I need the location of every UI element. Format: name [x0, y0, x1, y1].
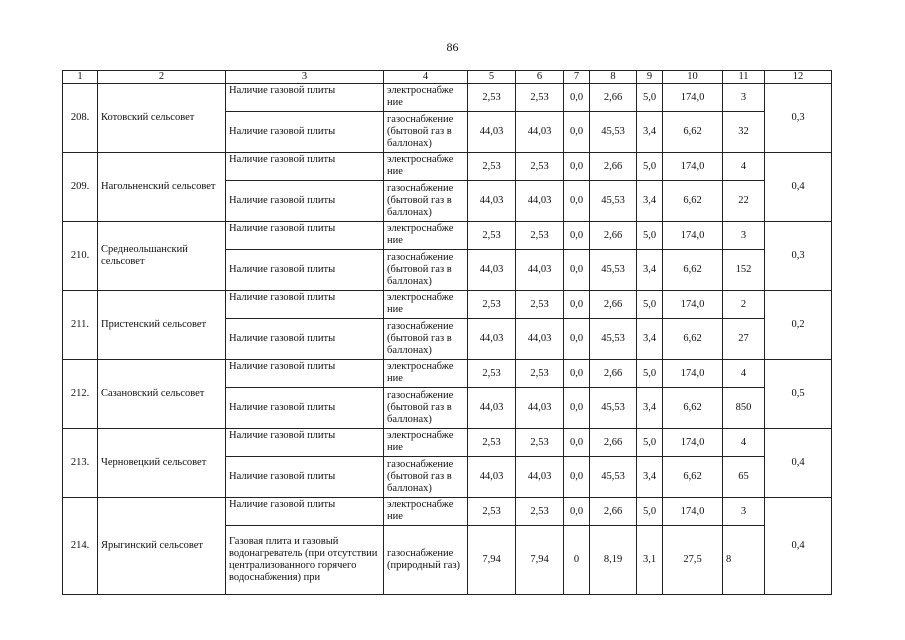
header-cell: 11	[723, 71, 765, 84]
value-cell-v8: 45,53	[590, 319, 637, 360]
value-cell-v7: 0,0	[564, 153, 590, 181]
table-row	[63, 222, 832, 250]
value-cell-v6: 44,03	[516, 181, 564, 222]
settlement-number: 214.	[63, 498, 98, 595]
header-cell: 10	[663, 71, 723, 84]
value-cell-v10: 6,62	[663, 112, 723, 153]
coefficient-cell: 0,2	[765, 291, 832, 360]
value-cell-v10: 6,62	[663, 388, 723, 429]
value-cell-v8: 45,53	[590, 112, 637, 153]
value-cell-v11: 3	[723, 222, 765, 250]
settlement-name: Среднеольшанский сельсовет	[98, 222, 226, 291]
value-cell-v8: 2,66	[590, 429, 637, 457]
value-cell-v10: 174,0	[663, 360, 723, 388]
usage-purpose: Наличие газовой плиты	[226, 250, 384, 291]
value-cell-v9: 5,0	[637, 153, 663, 181]
settlement-name: Котовский сельсовет	[98, 84, 226, 153]
usage-purpose: Наличие газовой плиты	[226, 112, 384, 153]
value-cell-v6: 44,03	[516, 112, 564, 153]
value-cell-v6: 44,03	[516, 250, 564, 291]
value-cell-v9: 3,1	[637, 526, 663, 595]
value-cell-v11: 152	[723, 250, 765, 291]
value-cell-v11: 65	[723, 457, 765, 498]
coefficient-cell: 0,4	[765, 429, 832, 498]
usage-purpose: Наличие газовой плиты	[226, 181, 384, 222]
usage-purpose: Наличие газовой плиты	[226, 291, 384, 319]
value-cell-v7: 0,0	[564, 84, 590, 112]
value-cell-v7: 0,0	[564, 181, 590, 222]
table-row	[63, 360, 832, 388]
value-cell-v9: 3,4	[637, 457, 663, 498]
table-row	[63, 498, 832, 526]
header-row	[63, 71, 832, 84]
header-cell: 7	[564, 71, 590, 84]
value-cell-v6: 44,03	[516, 319, 564, 360]
value-cell-v10: 174,0	[663, 153, 723, 181]
table-row	[63, 429, 832, 457]
value-cell-v11: 3	[723, 84, 765, 112]
usage-purpose: Наличие газовой плиты	[226, 388, 384, 429]
value-cell-v5: 44,03	[468, 457, 516, 498]
value-cell-v5: 2,53	[468, 360, 516, 388]
resource-type: газоснабжение (бытовой газ в баллонах)	[384, 319, 468, 360]
value-cell-v6: 2,53	[516, 291, 564, 319]
value-cell-v11: 3	[723, 498, 765, 526]
value-cell-v8: 45,53	[590, 388, 637, 429]
value-cell-v5: 44,03	[468, 319, 516, 360]
value-cell-v11: 2	[723, 291, 765, 319]
resource-type: газоснабжение (бытовой газ в баллонах)	[384, 112, 468, 153]
value-cell-v8: 2,66	[590, 84, 637, 112]
header-cell: 9	[637, 71, 663, 84]
value-cell-v6: 2,53	[516, 360, 564, 388]
coefficient-cell: 0,3	[765, 84, 832, 153]
header-cell: 5	[468, 71, 516, 84]
settlement-number: 213.	[63, 429, 98, 498]
value-cell-v7: 0,0	[564, 250, 590, 291]
value-cell-v10: 174,0	[663, 84, 723, 112]
resource-type: электроснабже ние	[384, 84, 468, 112]
value-cell-v9: 5,0	[637, 291, 663, 319]
settlement-name: Пристенский сельсовет	[98, 291, 226, 360]
usage-purpose: Наличие газовой плиты	[226, 429, 384, 457]
value-cell-v9: 5,0	[637, 429, 663, 457]
value-cell-v6: 2,53	[516, 498, 564, 526]
value-cell-v5: 2,53	[468, 498, 516, 526]
value-cell-v8: 8,19	[590, 526, 637, 595]
value-cell-v5: 44,03	[468, 112, 516, 153]
value-cell-v9: 3,4	[637, 181, 663, 222]
value-cell-v10: 6,62	[663, 457, 723, 498]
usage-purpose: Наличие газовой плиты	[226, 360, 384, 388]
value-cell-v7: 0,0	[564, 291, 590, 319]
resource-type: электроснабже ние	[384, 498, 468, 526]
value-cell-v11: 8	[723, 526, 765, 595]
value-cell-v6: 44,03	[516, 457, 564, 498]
value-cell-v11: 32	[723, 112, 765, 153]
resource-type: газоснабжение (природный газ)	[384, 526, 468, 595]
settlement-number: 212.	[63, 360, 98, 429]
value-cell-v8: 2,66	[590, 153, 637, 181]
settlement-number: 210.	[63, 222, 98, 291]
value-cell-v11: 4	[723, 429, 765, 457]
value-cell-v10: 6,62	[663, 250, 723, 291]
value-cell-v9: 5,0	[637, 84, 663, 112]
settlement-name: Ярыгинский сельсовет	[98, 498, 226, 595]
value-cell-v10: 6,62	[663, 319, 723, 360]
value-cell-v10: 174,0	[663, 222, 723, 250]
coefficient-cell: 0,5	[765, 360, 832, 429]
value-cell-v5: 2,53	[468, 222, 516, 250]
value-cell-v7: 0	[564, 526, 590, 595]
value-cell-v6: 2,53	[516, 429, 564, 457]
value-cell-v6: 2,53	[516, 84, 564, 112]
coefficient-cell: 0,4	[765, 153, 832, 222]
value-cell-v8: 2,66	[590, 498, 637, 526]
value-cell-v6: 2,53	[516, 222, 564, 250]
usage-purpose: Наличие газовой плиты	[226, 457, 384, 498]
coefficient-cell: 0,3	[765, 222, 832, 291]
value-cell-v7: 0,0	[564, 222, 590, 250]
value-cell-v10: 27,5	[663, 526, 723, 595]
settlement-name: Черновецкий сельсовет	[98, 429, 226, 498]
header-cell: 4	[384, 71, 468, 84]
value-cell-v11: 27	[723, 319, 765, 360]
value-cell-v7: 0,0	[564, 319, 590, 360]
value-cell-v7: 0,0	[564, 429, 590, 457]
value-cell-v8: 45,53	[590, 457, 637, 498]
value-cell-v5: 2,53	[468, 429, 516, 457]
header-cell: 2	[98, 71, 226, 84]
resource-type: электроснабже ние	[384, 429, 468, 457]
table-row	[63, 84, 832, 112]
header-cell: 3	[226, 71, 384, 84]
value-cell-v7: 0,0	[564, 360, 590, 388]
coefficient-cell: 0,4	[765, 498, 832, 595]
tariff-table	[62, 70, 832, 595]
value-cell-v9: 3,4	[637, 250, 663, 291]
usage-purpose: Наличие газовой плиты	[226, 319, 384, 360]
value-cell-v7: 0,0	[564, 457, 590, 498]
resource-type: газоснабжение (бытовой газ в баллонах)	[384, 250, 468, 291]
resource-type: газоснабжение (бытовой газ в баллонах)	[384, 181, 468, 222]
value-cell-v6: 44,03	[516, 388, 564, 429]
value-cell-v7: 0,0	[564, 388, 590, 429]
value-cell-v7: 0,0	[564, 112, 590, 153]
value-cell-v5: 2,53	[468, 84, 516, 112]
value-cell-v5: 2,53	[468, 291, 516, 319]
value-cell-v11: 4	[723, 153, 765, 181]
value-cell-v9: 3,4	[637, 112, 663, 153]
resource-type: электроснабже ние	[384, 153, 468, 181]
value-cell-v7: 0,0	[564, 498, 590, 526]
resource-type: электроснабже ние	[384, 360, 468, 388]
settlement-number: 211.	[63, 291, 98, 360]
value-cell-v11: 850	[723, 388, 765, 429]
table-row	[63, 153, 832, 181]
value-cell-v8: 45,53	[590, 181, 637, 222]
value-cell-v11: 22	[723, 181, 765, 222]
value-cell-v8: 2,66	[590, 360, 637, 388]
header-cell: 12	[765, 71, 832, 84]
value-cell-v8: 45,53	[590, 250, 637, 291]
usage-purpose: Наличие газовой плиты	[226, 498, 384, 526]
header-cell: 8	[590, 71, 637, 84]
value-cell-v10: 174,0	[663, 498, 723, 526]
page-number: 86	[446, 40, 459, 54]
value-cell-v10: 174,0	[663, 291, 723, 319]
value-cell-v9: 3,4	[637, 319, 663, 360]
resource-type: газоснабжение (бытовой газ в баллонах)	[384, 388, 468, 429]
value-cell-v9: 5,0	[637, 498, 663, 526]
header-cell: 1	[63, 71, 98, 84]
value-cell-v5: 44,03	[468, 388, 516, 429]
value-cell-v5: 7,94	[468, 526, 516, 595]
value-cell-v10: 6,62	[663, 181, 723, 222]
value-cell-v9: 5,0	[637, 222, 663, 250]
usage-purpose: Наличие газовой плиты	[226, 84, 384, 112]
settlement-name: Нагольненский сельсовет	[98, 153, 226, 222]
value-cell-v11: 4	[723, 360, 765, 388]
value-cell-v5: 2,53	[468, 153, 516, 181]
table-row	[63, 291, 832, 319]
settlement-number: 208.	[63, 84, 98, 153]
header-cell: 6	[516, 71, 564, 84]
value-cell-v5: 44,03	[468, 181, 516, 222]
value-cell-v9: 3,4	[637, 388, 663, 429]
value-cell-v6: 7,94	[516, 526, 564, 595]
usage-purpose: Газовая плита и газовый водонагреватель (при отсутствии централизованного горячего водоснабжения) при	[226, 526, 384, 595]
value-cell-v5: 44,03	[468, 250, 516, 291]
settlement-name: Сазановский сельсовет	[98, 360, 226, 429]
resource-type: газоснабжение (бытовой газ в баллонах)	[384, 457, 468, 498]
settlement-number: 209.	[63, 153, 98, 222]
usage-purpose: Наличие газовой плиты	[226, 222, 384, 250]
value-cell-v9: 5,0	[637, 360, 663, 388]
value-cell-v6: 2,53	[516, 153, 564, 181]
usage-purpose: Наличие газовой плиты	[226, 153, 384, 181]
value-cell-v10: 174,0	[663, 429, 723, 457]
resource-type: электроснабже ние	[384, 291, 468, 319]
resource-type: электроснабже ние	[384, 222, 468, 250]
value-cell-v8: 2,66	[590, 291, 637, 319]
value-cell-v8: 2,66	[590, 222, 637, 250]
